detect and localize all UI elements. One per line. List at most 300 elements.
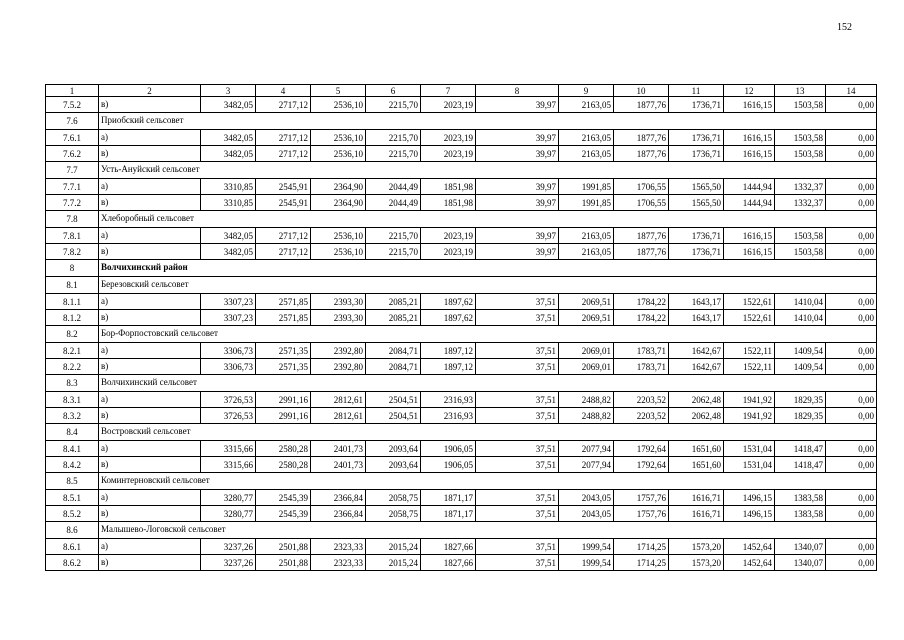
row-code: 8.2.1 xyxy=(46,343,99,359)
row-code: 8.2.2 xyxy=(46,359,99,375)
value-cell: 1897,12 xyxy=(421,359,476,375)
value-cell: 1999,54 xyxy=(559,555,614,571)
value-cell: 0,00 xyxy=(826,457,877,473)
value-cell: 2215,70 xyxy=(366,244,421,260)
value-cell: 0,00 xyxy=(826,392,877,408)
value-cell: 0,00 xyxy=(826,506,877,522)
value-cell: 0,00 xyxy=(826,130,877,146)
value-cell: 37,51 xyxy=(476,294,559,310)
value-cell: 2043,05 xyxy=(559,490,614,506)
value-cell: 1643,17 xyxy=(669,310,724,326)
value-cell: 2545,91 xyxy=(256,179,311,195)
section-row xyxy=(46,522,877,539)
value-cell: 1871,17 xyxy=(421,506,476,522)
value-cell: 1877,76 xyxy=(614,146,669,162)
value-cell: 2504,51 xyxy=(366,392,421,408)
value-cell: 1829,35 xyxy=(775,408,826,424)
section-row xyxy=(46,162,877,179)
table-row xyxy=(46,457,877,473)
value-cell: 1827,66 xyxy=(421,539,476,555)
value-cell: 2203,52 xyxy=(614,392,669,408)
value-cell: 1503,58 xyxy=(775,228,826,244)
value-cell: 2163,05 xyxy=(559,130,614,146)
value-cell: 1792,64 xyxy=(614,457,669,473)
value-cell: 2488,82 xyxy=(559,408,614,424)
header-cell: 3 xyxy=(201,85,256,97)
value-cell: 1714,25 xyxy=(614,555,669,571)
header-cell: 10 xyxy=(614,85,669,97)
value-cell: 37,51 xyxy=(476,441,559,457)
row-code: 8.4.1 xyxy=(46,441,99,457)
value-cell: 0,00 xyxy=(826,294,877,310)
value-cell: 1706,55 xyxy=(614,179,669,195)
value-cell: 2316,93 xyxy=(421,392,476,408)
table-row xyxy=(46,244,877,260)
value-cell: 3482,05 xyxy=(201,146,256,162)
header-cell: 12 xyxy=(724,85,775,97)
value-cell: 1418,47 xyxy=(775,457,826,473)
value-cell: 1340,07 xyxy=(775,555,826,571)
header-cell: 14 xyxy=(826,85,877,97)
value-cell: 1757,76 xyxy=(614,490,669,506)
value-cell: 2215,70 xyxy=(366,97,421,113)
value-cell: 0,00 xyxy=(826,343,877,359)
value-cell: 37,51 xyxy=(476,408,559,424)
value-cell: 1714,25 xyxy=(614,539,669,555)
row-code: 7.7.2 xyxy=(46,195,99,211)
value-cell: 1877,76 xyxy=(614,130,669,146)
section-title: Хлеборобный сельсовет xyxy=(99,211,877,228)
value-cell: 37,51 xyxy=(476,392,559,408)
value-cell: 1642,67 xyxy=(669,343,724,359)
section-row xyxy=(46,211,877,228)
value-cell: 1736,71 xyxy=(669,244,724,260)
value-cell: 2717,12 xyxy=(256,97,311,113)
value-cell: 3280,77 xyxy=(201,490,256,506)
row-code: 7.8.1 xyxy=(46,228,99,244)
value-cell: 2717,12 xyxy=(256,228,311,244)
section-row xyxy=(46,473,877,490)
row-label: а) xyxy=(99,490,201,506)
value-cell: 2323,33 xyxy=(311,555,366,571)
value-cell: 2571,35 xyxy=(256,359,311,375)
value-cell: 0,00 xyxy=(826,490,877,506)
value-cell: 2163,05 xyxy=(559,146,614,162)
value-cell: 1418,47 xyxy=(775,441,826,457)
value-cell: 2366,84 xyxy=(311,490,366,506)
value-cell: 2215,70 xyxy=(366,130,421,146)
table-row xyxy=(46,97,877,113)
value-cell: 2536,10 xyxy=(311,146,366,162)
row-code: 8.6.2 xyxy=(46,555,99,571)
header-cell: 13 xyxy=(775,85,826,97)
row-label: а) xyxy=(99,441,201,457)
row-code: 8 xyxy=(46,260,99,277)
value-cell: 2501,88 xyxy=(256,555,311,571)
row-label: в) xyxy=(99,195,201,211)
tariff-table xyxy=(45,84,877,571)
value-cell: 2203,52 xyxy=(614,408,669,424)
section-row xyxy=(46,260,877,277)
value-cell: 0,00 xyxy=(826,97,877,113)
value-cell: 1991,85 xyxy=(559,195,614,211)
value-cell: 0,00 xyxy=(826,146,877,162)
header-cell: 7 xyxy=(421,85,476,97)
value-cell: 1851,98 xyxy=(421,195,476,211)
value-cell: 0,00 xyxy=(826,539,877,555)
row-code: 7.7 xyxy=(46,162,99,179)
row-label: в) xyxy=(99,359,201,375)
section-title: Бор-Форпостовский сельсовет xyxy=(99,326,877,343)
value-cell: 1643,17 xyxy=(669,294,724,310)
value-cell: 1503,58 xyxy=(775,146,826,162)
value-cell: 1332,37 xyxy=(775,179,826,195)
value-cell: 1616,71 xyxy=(669,506,724,522)
value-cell: 0,00 xyxy=(826,228,877,244)
section-title: Коминтерновский сельсовет xyxy=(99,473,877,490)
value-cell: 1827,66 xyxy=(421,555,476,571)
row-code: 8.5.1 xyxy=(46,490,99,506)
header-cell: 8 xyxy=(476,85,559,97)
value-cell: 1784,22 xyxy=(614,310,669,326)
value-cell: 1736,71 xyxy=(669,228,724,244)
value-cell: 2084,71 xyxy=(366,343,421,359)
value-cell: 3280,77 xyxy=(201,506,256,522)
value-cell: 1409,54 xyxy=(775,343,826,359)
value-cell: 3315,66 xyxy=(201,457,256,473)
value-cell: 3237,26 xyxy=(201,539,256,555)
row-label: а) xyxy=(99,539,201,555)
row-code: 7.7.1 xyxy=(46,179,99,195)
value-cell: 2991,16 xyxy=(256,392,311,408)
value-cell: 3482,05 xyxy=(201,244,256,260)
value-cell: 1383,58 xyxy=(775,506,826,522)
value-cell: 2571,85 xyxy=(256,294,311,310)
value-cell: 1503,58 xyxy=(775,244,826,260)
value-cell: 1410,04 xyxy=(775,310,826,326)
row-label: а) xyxy=(99,179,201,195)
row-code: 7.8.2 xyxy=(46,244,99,260)
value-cell: 1522,61 xyxy=(724,310,775,326)
value-cell: 2093,64 xyxy=(366,441,421,457)
section-title: Волчихинский район xyxy=(99,260,877,277)
value-cell: 2717,12 xyxy=(256,244,311,260)
row-label: а) xyxy=(99,228,201,244)
value-cell: 1332,37 xyxy=(775,195,826,211)
value-cell: 37,51 xyxy=(476,539,559,555)
row-code: 8.1 xyxy=(46,277,99,294)
value-cell: 1616,15 xyxy=(724,97,775,113)
row-code: 8.1.2 xyxy=(46,310,99,326)
row-code: 8.2 xyxy=(46,326,99,343)
row-code: 8.1.1 xyxy=(46,294,99,310)
value-cell: 1736,71 xyxy=(669,130,724,146)
value-cell: 1642,67 xyxy=(669,359,724,375)
value-cell: 2316,93 xyxy=(421,408,476,424)
section-title: Усть-Ануйский сельсовет xyxy=(99,162,877,179)
row-label: в) xyxy=(99,555,201,571)
row-label: в) xyxy=(99,97,201,113)
value-cell: 1496,15 xyxy=(724,506,775,522)
value-cell: 1999,54 xyxy=(559,539,614,555)
table-row xyxy=(46,228,877,244)
row-code: 7.5.2 xyxy=(46,97,99,113)
value-cell: 2058,75 xyxy=(366,506,421,522)
value-cell: 1573,20 xyxy=(669,539,724,555)
value-cell: 37,51 xyxy=(476,506,559,522)
value-cell: 2215,70 xyxy=(366,228,421,244)
table-row xyxy=(46,539,877,555)
value-cell: 1757,76 xyxy=(614,506,669,522)
value-cell: 1783,71 xyxy=(614,359,669,375)
value-cell: 39,97 xyxy=(476,130,559,146)
value-cell: 2044,49 xyxy=(366,179,421,195)
value-cell: 3310,85 xyxy=(201,179,256,195)
value-cell: 1522,11 xyxy=(724,359,775,375)
value-cell: 2069,51 xyxy=(559,294,614,310)
table-row xyxy=(46,195,877,211)
value-cell: 3482,05 xyxy=(201,97,256,113)
table-row xyxy=(46,146,877,162)
value-cell: 2364,90 xyxy=(311,195,366,211)
section-title: Востровский сельсовет xyxy=(99,424,877,441)
value-cell: 0,00 xyxy=(826,179,877,195)
value-cell: 37,51 xyxy=(476,359,559,375)
value-cell: 0,00 xyxy=(826,195,877,211)
value-cell: 39,97 xyxy=(476,97,559,113)
value-cell: 2580,28 xyxy=(256,457,311,473)
row-label: а) xyxy=(99,343,201,359)
value-cell: 1877,76 xyxy=(614,228,669,244)
value-cell: 1573,20 xyxy=(669,555,724,571)
value-cell: 3482,05 xyxy=(201,228,256,244)
value-cell: 2084,71 xyxy=(366,359,421,375)
value-cell: 1991,85 xyxy=(559,179,614,195)
table-body xyxy=(46,85,877,571)
value-cell: 3237,26 xyxy=(201,555,256,571)
value-cell: 3307,23 xyxy=(201,294,256,310)
value-cell: 2401,73 xyxy=(311,441,366,457)
value-cell: 37,51 xyxy=(476,310,559,326)
value-cell: 3307,23 xyxy=(201,310,256,326)
table-row xyxy=(46,343,877,359)
value-cell: 1616,15 xyxy=(724,146,775,162)
value-cell: 1651,60 xyxy=(669,457,724,473)
section-row xyxy=(46,424,877,441)
value-cell: 1616,15 xyxy=(724,244,775,260)
value-cell: 39,97 xyxy=(476,195,559,211)
value-cell: 2062,48 xyxy=(669,408,724,424)
row-code: 8.6.1 xyxy=(46,539,99,555)
value-cell: 37,51 xyxy=(476,457,559,473)
value-cell: 1616,71 xyxy=(669,490,724,506)
value-cell: 1941,92 xyxy=(724,408,775,424)
value-cell: 1792,64 xyxy=(614,441,669,457)
value-cell: 1784,22 xyxy=(614,294,669,310)
value-cell: 0,00 xyxy=(826,359,877,375)
value-cell: 0,00 xyxy=(826,244,877,260)
page-number: 152 xyxy=(837,22,852,33)
value-cell: 1897,12 xyxy=(421,343,476,359)
value-cell: 2991,16 xyxy=(256,408,311,424)
value-cell: 1452,64 xyxy=(724,555,775,571)
value-cell: 2085,21 xyxy=(366,310,421,326)
row-label: в) xyxy=(99,310,201,326)
value-cell: 1736,71 xyxy=(669,146,724,162)
value-cell: 1565,50 xyxy=(669,179,724,195)
value-cell: 1897,62 xyxy=(421,294,476,310)
value-cell: 2536,10 xyxy=(311,228,366,244)
value-cell: 2545,91 xyxy=(256,195,311,211)
value-cell: 1410,04 xyxy=(775,294,826,310)
value-cell: 2571,35 xyxy=(256,343,311,359)
value-cell: 3310,85 xyxy=(201,195,256,211)
header-row xyxy=(46,85,877,97)
value-cell: 2536,10 xyxy=(311,244,366,260)
value-cell: 1531,04 xyxy=(724,457,775,473)
value-cell: 1340,07 xyxy=(775,539,826,555)
value-cell: 2545,39 xyxy=(256,506,311,522)
value-cell: 2812,61 xyxy=(311,408,366,424)
value-cell: 1616,15 xyxy=(724,130,775,146)
value-cell: 2366,84 xyxy=(311,506,366,522)
value-cell: 39,97 xyxy=(476,244,559,260)
row-code: 8.3.1 xyxy=(46,392,99,408)
value-cell: 2571,85 xyxy=(256,310,311,326)
row-code: 7.6 xyxy=(46,113,99,130)
table-row xyxy=(46,392,877,408)
header-cell: 1 xyxy=(46,85,99,97)
value-cell: 2717,12 xyxy=(256,130,311,146)
value-cell: 1651,60 xyxy=(669,441,724,457)
table-row xyxy=(46,506,877,522)
value-cell: 1444,94 xyxy=(724,195,775,211)
row-code: 7.8 xyxy=(46,211,99,228)
table-row xyxy=(46,130,877,146)
value-cell: 2580,28 xyxy=(256,441,311,457)
value-cell: 3306,73 xyxy=(201,343,256,359)
value-cell: 1829,35 xyxy=(775,392,826,408)
row-label: а) xyxy=(99,130,201,146)
row-code: 8.4 xyxy=(46,424,99,441)
value-cell: 2536,10 xyxy=(311,97,366,113)
table-row xyxy=(46,441,877,457)
value-cell: 37,51 xyxy=(476,490,559,506)
value-cell: 1706,55 xyxy=(614,195,669,211)
value-cell: 2393,30 xyxy=(311,294,366,310)
value-cell: 2504,51 xyxy=(366,408,421,424)
table-row xyxy=(46,555,877,571)
value-cell: 1383,58 xyxy=(775,490,826,506)
header-cell: 11 xyxy=(669,85,724,97)
value-cell: 2501,88 xyxy=(256,539,311,555)
row-label: в) xyxy=(99,457,201,473)
table-row xyxy=(46,294,877,310)
value-cell: 2323,33 xyxy=(311,539,366,555)
header-cell: 5 xyxy=(311,85,366,97)
section-row xyxy=(46,326,877,343)
value-cell: 2023,19 xyxy=(421,228,476,244)
header-cell: 9 xyxy=(559,85,614,97)
row-label: а) xyxy=(99,294,201,310)
value-cell: 2069,51 xyxy=(559,310,614,326)
value-cell: 1851,98 xyxy=(421,179,476,195)
value-cell: 1452,64 xyxy=(724,539,775,555)
value-cell: 2488,82 xyxy=(559,392,614,408)
value-cell: 3482,05 xyxy=(201,130,256,146)
value-cell: 2023,19 xyxy=(421,244,476,260)
value-cell: 2069,01 xyxy=(559,359,614,375)
value-cell: 1409,54 xyxy=(775,359,826,375)
value-cell: 2044,49 xyxy=(366,195,421,211)
value-cell: 2023,19 xyxy=(421,97,476,113)
value-cell: 1496,15 xyxy=(724,490,775,506)
value-cell: 2163,05 xyxy=(559,97,614,113)
value-cell: 1522,61 xyxy=(724,294,775,310)
table-row xyxy=(46,490,877,506)
value-cell: 2069,01 xyxy=(559,343,614,359)
value-cell: 2536,10 xyxy=(311,130,366,146)
row-code: 8.4.2 xyxy=(46,457,99,473)
value-cell: 2215,70 xyxy=(366,146,421,162)
row-code: 8.5 xyxy=(46,473,99,490)
value-cell: 1503,58 xyxy=(775,130,826,146)
value-cell: 0,00 xyxy=(826,310,877,326)
value-cell: 39,97 xyxy=(476,228,559,244)
section-row xyxy=(46,113,877,130)
row-label: в) xyxy=(99,506,201,522)
value-cell: 1941,92 xyxy=(724,392,775,408)
value-cell: 2058,75 xyxy=(366,490,421,506)
value-cell: 1444,94 xyxy=(724,179,775,195)
value-cell: 2392,80 xyxy=(311,343,366,359)
value-cell: 2812,61 xyxy=(311,392,366,408)
value-cell: 2077,94 xyxy=(559,457,614,473)
value-cell: 2392,80 xyxy=(311,359,366,375)
value-cell: 1736,71 xyxy=(669,97,724,113)
value-cell: 2015,24 xyxy=(366,555,421,571)
value-cell: 37,51 xyxy=(476,555,559,571)
table-row xyxy=(46,179,877,195)
value-cell: 1531,04 xyxy=(724,441,775,457)
table-row xyxy=(46,408,877,424)
value-cell: 3306,73 xyxy=(201,359,256,375)
value-cell: 2717,12 xyxy=(256,146,311,162)
row-code: 7.6.2 xyxy=(46,146,99,162)
value-cell: 2043,05 xyxy=(559,506,614,522)
value-cell: 37,51 xyxy=(476,343,559,359)
value-cell: 2163,05 xyxy=(559,228,614,244)
section-title: Малышево-Логовской сельсовет xyxy=(99,522,877,539)
value-cell: 1877,76 xyxy=(614,97,669,113)
value-cell: 1871,17 xyxy=(421,490,476,506)
section-title: Березовский сельсовет xyxy=(99,277,877,294)
header-cell: 2 xyxy=(99,85,201,97)
value-cell: 1565,50 xyxy=(669,195,724,211)
value-cell: 1503,58 xyxy=(775,97,826,113)
row-code: 8.5.2 xyxy=(46,506,99,522)
row-code: 8.3 xyxy=(46,375,99,392)
value-cell: 2015,24 xyxy=(366,539,421,555)
value-cell: 3315,66 xyxy=(201,441,256,457)
section-title: Волчихинский сельсовет xyxy=(99,375,877,392)
value-cell: 39,97 xyxy=(476,179,559,195)
row-label: в) xyxy=(99,408,201,424)
row-label: а) xyxy=(99,392,201,408)
table-row xyxy=(46,359,877,375)
section-row xyxy=(46,375,877,392)
value-cell: 3726,53 xyxy=(201,392,256,408)
